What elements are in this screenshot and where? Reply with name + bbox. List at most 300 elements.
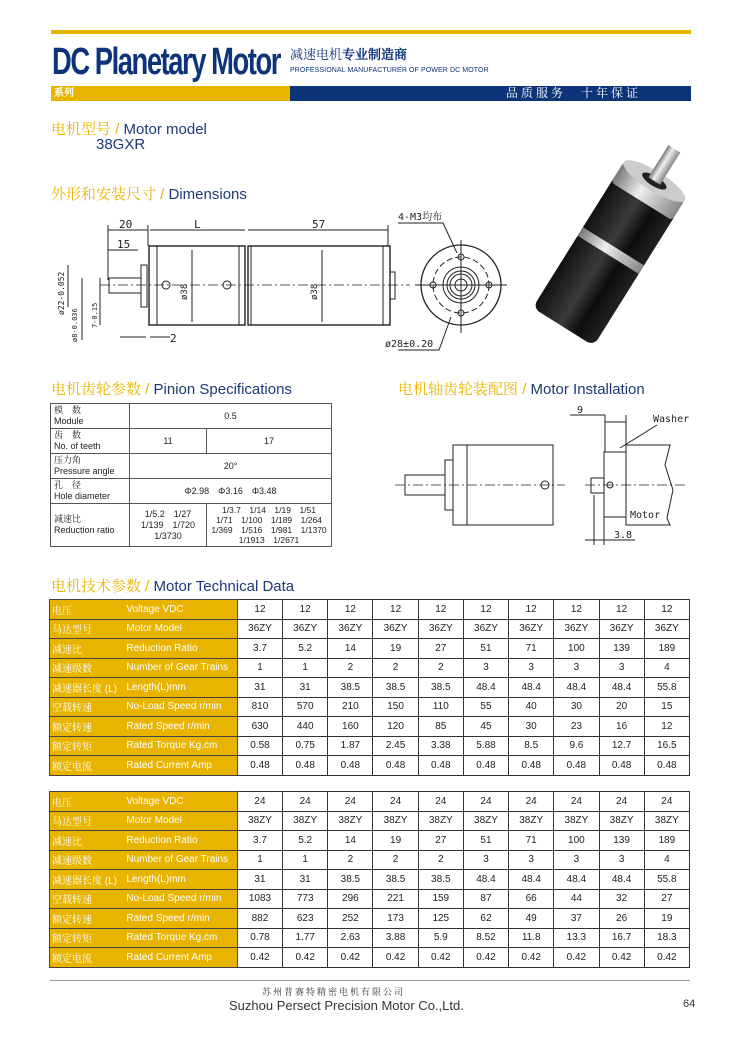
table-cell: 38ZY xyxy=(644,811,689,831)
table-cell: 38ZY xyxy=(599,811,644,831)
pinion-value: Φ2.98 Φ3.16 Φ3.48 xyxy=(130,479,332,504)
param-label-en: Length(L)mm xyxy=(126,870,237,890)
table-cell: 38ZY xyxy=(283,811,328,831)
table-row xyxy=(50,850,690,870)
dim-2: 2 xyxy=(170,332,177,345)
dimension-drawing-front xyxy=(385,205,510,355)
table-cell: 66 xyxy=(509,889,554,909)
table-cell: 3 xyxy=(554,658,599,678)
dim-20: 20 xyxy=(119,218,133,231)
table-cell: 221 xyxy=(373,889,418,909)
table-cell: 51 xyxy=(463,639,508,659)
table-cell: 48.4 xyxy=(509,678,554,698)
footer-rule xyxy=(50,980,690,981)
table-cell: 48.4 xyxy=(554,870,599,890)
table-cell: 12 xyxy=(644,717,689,737)
table-cell: 0.48 xyxy=(237,756,282,776)
table-cell: 0.42 xyxy=(599,948,644,968)
table-cell: 36ZY xyxy=(599,619,644,639)
table-cell: 16.5 xyxy=(644,736,689,756)
param-label-cn: 减速级数 xyxy=(50,850,127,870)
label-cn: 孔 径 xyxy=(54,480,82,490)
table-cell: 2.45 xyxy=(373,736,418,756)
table-cell: 24 xyxy=(237,792,282,812)
table-cell: 5.2 xyxy=(283,831,328,851)
table-cell: 2 xyxy=(328,658,373,678)
param-label-en: Length(L)mm xyxy=(126,678,237,698)
table-cell: 51 xyxy=(463,831,508,851)
table-cell: 32 xyxy=(599,889,644,909)
table-cell: 38.5 xyxy=(418,870,463,890)
table-cell: 1.77 xyxy=(283,928,328,948)
table-cell: 26 xyxy=(599,909,644,929)
washer-label: Washer xyxy=(653,414,690,425)
table-cell: 0.78 xyxy=(237,928,282,948)
table-row xyxy=(50,909,690,929)
table-cell: 3.38 xyxy=(418,736,463,756)
param-label-cn: 减速器长度 (L) xyxy=(50,678,127,698)
table-cell: 48.4 xyxy=(599,678,644,698)
table-cell: 36ZY xyxy=(237,619,282,639)
table-cell: 0.42 xyxy=(554,948,599,968)
param-label-en: Motor Model xyxy=(126,811,237,831)
param-label-cn: 减速比 xyxy=(50,831,127,851)
table-cell: 150 xyxy=(373,697,418,717)
table-cell: 24 xyxy=(283,792,328,812)
slogan: 品质服务 十年保证 xyxy=(290,86,691,101)
table-cell: 0.42 xyxy=(418,948,463,968)
table-cell: 48.4 xyxy=(599,870,644,890)
table-cell: 882 xyxy=(237,909,282,929)
table-row xyxy=(50,948,690,968)
table-cell: 0.42 xyxy=(373,948,418,968)
param-label-en: Motor Model xyxy=(126,619,237,639)
technical-table-24v xyxy=(49,791,690,968)
pinion-value: 0.5 xyxy=(130,404,332,429)
table-cell: 3 xyxy=(554,850,599,870)
shaft-outline xyxy=(109,278,141,293)
series-bar xyxy=(51,86,691,101)
pinion-label xyxy=(51,504,130,547)
param-label-en: No-Load Speed r/min xyxy=(126,889,237,909)
table-cell: 1.87 xyxy=(328,736,373,756)
table-cell: 38ZY xyxy=(418,811,463,831)
param-label-en: Reduction Ratio xyxy=(126,639,237,659)
table-cell: 252 xyxy=(328,909,373,929)
param-label-cn: 额定电流 xyxy=(50,756,127,776)
installation-heading-cn: 电机轴齿轮装配图 / xyxy=(398,381,531,398)
pinion-heading-cn: 电机齿轮参数 / xyxy=(51,381,154,398)
table-row xyxy=(50,639,690,659)
dimensions-heading-cn: 外形和安装尺寸 / xyxy=(51,186,169,203)
param-label-cn: 电压 xyxy=(50,600,127,620)
table-cell: 36ZY xyxy=(644,619,689,639)
table-cell: 71 xyxy=(509,831,554,851)
table-cell: 440 xyxy=(283,717,328,737)
pinion-value: 20° xyxy=(130,454,332,479)
table-cell: 48.4 xyxy=(509,870,554,890)
param-label-cn: 减速级数 xyxy=(50,658,127,678)
table-cell: 38ZY xyxy=(554,811,599,831)
dimension-drawing-side xyxy=(40,210,420,360)
table-cell: 12 xyxy=(283,600,328,620)
table-cell: 55.8 xyxy=(644,870,689,890)
table-cell: 773 xyxy=(283,889,328,909)
table-cell: 27 xyxy=(644,889,689,909)
table-cell: 14 xyxy=(328,831,373,851)
installation-drawing xyxy=(395,400,695,550)
table-cell: 189 xyxy=(644,831,689,851)
table-cell: 0.42 xyxy=(237,948,282,968)
table-cell: 36ZY xyxy=(418,619,463,639)
label-en: No. of teeth xyxy=(54,441,101,451)
table-cell: 1 xyxy=(283,658,328,678)
table-cell: 36ZY xyxy=(463,619,508,639)
param-label-cn: 空载转速 xyxy=(50,697,127,717)
table-cell: 38ZY xyxy=(463,811,508,831)
tagline-cn-bold: 专业制造商 xyxy=(342,47,408,62)
dim-flat-7: 7-0.15 xyxy=(91,302,99,328)
table-cell: 2 xyxy=(418,850,463,870)
table-cell: 24 xyxy=(599,792,644,812)
table-cell: 19 xyxy=(644,909,689,929)
table-cell: 570 xyxy=(283,697,328,717)
table-cell: 55 xyxy=(463,697,508,717)
table-cell: 3 xyxy=(509,658,554,678)
param-label-en: No-Load Speed r/min xyxy=(126,697,237,717)
table-row xyxy=(50,928,690,948)
table-cell: 189 xyxy=(644,639,689,659)
table-cell: 36ZY xyxy=(554,619,599,639)
table-cell: 36ZY xyxy=(283,619,328,639)
table-cell: 210 xyxy=(328,697,373,717)
table-cell: 125 xyxy=(418,909,463,929)
table-cell: 0.42 xyxy=(463,948,508,968)
table-cell: 38.5 xyxy=(328,678,373,698)
table-cell: 8.5 xyxy=(509,736,554,756)
label-en: Reduction ratio xyxy=(54,525,115,535)
table-row xyxy=(51,429,332,454)
pinion-value: 11 xyxy=(130,429,207,454)
table-cell: 24 xyxy=(373,792,418,812)
motor-model-heading-cn: 电机型号 / xyxy=(51,121,124,138)
table-row xyxy=(51,454,332,479)
table-cell: 30 xyxy=(554,697,599,717)
table-cell: 13.3 xyxy=(554,928,599,948)
label-en: Pressure angle xyxy=(54,466,115,476)
table-cell: 38ZY xyxy=(237,811,282,831)
table-cell: 3 xyxy=(509,850,554,870)
header-top-rule xyxy=(51,30,691,34)
pinion-label xyxy=(51,454,130,479)
table-cell: 24 xyxy=(463,792,508,812)
table-cell: 0.58 xyxy=(237,736,282,756)
table-cell: 24 xyxy=(554,792,599,812)
label-en: Hole diameter xyxy=(54,491,111,501)
table-cell: 31 xyxy=(283,678,328,698)
tagline-cn-light: 减速电机 xyxy=(290,47,343,62)
dim-57: 57 xyxy=(312,218,326,231)
table-cell: 12 xyxy=(418,600,463,620)
table-cell: 12 xyxy=(509,600,554,620)
table-cell: 38ZY xyxy=(373,811,418,831)
table-cell: 24 xyxy=(328,792,373,812)
table-cell: 2 xyxy=(418,658,463,678)
table-row xyxy=(51,479,332,504)
table-cell: 5.2 xyxy=(283,639,328,659)
table-cell: 0.48 xyxy=(599,756,644,776)
table-cell: 48.4 xyxy=(463,870,508,890)
table-row xyxy=(50,600,690,620)
table-cell: 14 xyxy=(328,639,373,659)
param-label-cn: 额定转速 xyxy=(50,717,127,737)
table-cell: 100 xyxy=(554,831,599,851)
table-cell: 48.4 xyxy=(554,678,599,698)
brand-tagline-en: PROFESSIONAL MANUFACTURER OF POWER DC MOTOR xyxy=(290,67,489,74)
label-en: Module xyxy=(54,416,84,426)
param-label-en: Rated Torque Kg.cm xyxy=(126,928,237,948)
param-label-en: Voltage VDC xyxy=(126,792,237,812)
table-cell: 160 xyxy=(328,717,373,737)
table-cell: 1 xyxy=(237,850,282,870)
table-cell: 38.5 xyxy=(418,678,463,698)
table-cell: 36ZY xyxy=(328,619,373,639)
pinion-value: 17 xyxy=(207,429,332,454)
table-cell: 3 xyxy=(599,850,644,870)
table-cell: 44 xyxy=(554,889,599,909)
param-label-cn: 额定转矩 xyxy=(50,928,127,948)
table-cell: 55.8 xyxy=(644,678,689,698)
table-cell: 48.4 xyxy=(463,678,508,698)
table-cell: 0.42 xyxy=(644,948,689,968)
table-cell: 71 xyxy=(509,639,554,659)
table-cell: 810 xyxy=(237,697,282,717)
table-cell: 38ZY xyxy=(328,811,373,831)
table-cell: 1 xyxy=(283,850,328,870)
table-cell: 18.3 xyxy=(644,928,689,948)
table-cell: 0.48 xyxy=(328,756,373,776)
table-cell: 5.88 xyxy=(463,736,508,756)
table-cell: 3.7 xyxy=(237,831,282,851)
boss-outline xyxy=(141,265,147,307)
table-row xyxy=(50,889,690,909)
param-label-en: Rated Current Amp xyxy=(126,948,237,968)
param-label-cn: 额定转速 xyxy=(50,909,127,929)
table-cell: 31 xyxy=(283,870,328,890)
table-row xyxy=(50,619,690,639)
dim-3-8: 3.8 xyxy=(614,530,633,541)
table-row xyxy=(51,504,332,547)
table-cell: 12 xyxy=(463,600,508,620)
table-cell: 62 xyxy=(463,909,508,929)
table-cell: 0.48 xyxy=(373,756,418,776)
dim-l: L xyxy=(194,218,201,231)
table-cell: 8.52 xyxy=(463,928,508,948)
table-row xyxy=(50,736,690,756)
table-row xyxy=(50,697,690,717)
label-cn: 模 数 xyxy=(54,405,82,415)
dimensions-heading-en: Dimensions xyxy=(168,186,247,203)
table-cell: 38ZY xyxy=(509,811,554,831)
dim-15: 15 xyxy=(117,238,131,251)
table-cell: 38.5 xyxy=(373,870,418,890)
dim-pcd: ø28±0.20 xyxy=(385,339,434,350)
table-cell: 173 xyxy=(373,909,418,929)
label-cn: 减速比 xyxy=(54,514,82,524)
table-cell: 0.48 xyxy=(283,756,328,776)
param-label-cn: 额定电流 xyxy=(50,948,127,968)
param-label-en: Rated Current Amp xyxy=(126,756,237,776)
table-cell: 630 xyxy=(237,717,282,737)
footer-company-en: Suzhou Persect Precision Motor Co.,Ltd. xyxy=(229,998,464,1013)
technical-heading-en: Motor Technical Data xyxy=(153,578,295,595)
table-row xyxy=(50,756,690,776)
table-cell: 0.42 xyxy=(283,948,328,968)
table-row xyxy=(50,658,690,678)
param-label-cn: 电压 xyxy=(50,792,127,812)
table-cell: 31 xyxy=(237,870,282,890)
table-cell: 16.7 xyxy=(599,928,644,948)
table-cell: 0.42 xyxy=(328,948,373,968)
table-cell: 1 xyxy=(237,658,282,678)
table-cell: 24 xyxy=(418,792,463,812)
table-row xyxy=(50,831,690,851)
table-cell: 2 xyxy=(373,658,418,678)
table-cell: 85 xyxy=(418,717,463,737)
dim-holes: 4-M3均布 xyxy=(398,212,443,223)
table-cell: 139 xyxy=(599,639,644,659)
dim-dia-38-motor: ø38 xyxy=(310,283,320,300)
table-cell: 31 xyxy=(237,678,282,698)
table-cell: 623 xyxy=(283,909,328,929)
table-cell: 45 xyxy=(463,717,508,737)
param-label-en: Reduction Ratio xyxy=(126,831,237,851)
table-cell: 19 xyxy=(373,639,418,659)
pinion-value: 1/3.7 1/14 1/19 1/51 1/71 1/100 1/189 1/264 1/369 1/516 1/981 1/1370 1/1913 1/2671 xyxy=(207,504,332,547)
table-cell: 40 xyxy=(509,697,554,717)
motor-model-value: 38GXR xyxy=(96,136,146,153)
table-cell: 0.48 xyxy=(554,756,599,776)
table-cell: 3 xyxy=(599,658,644,678)
motor-label: Motor xyxy=(630,510,661,521)
table-row xyxy=(50,678,690,698)
pinion-heading xyxy=(51,378,292,399)
label-cn: 齿 数 xyxy=(54,430,82,440)
param-label-cn: 额定转矩 xyxy=(50,736,127,756)
brand-tagline-cn xyxy=(290,44,407,63)
installation-heading xyxy=(398,378,645,399)
technical-heading xyxy=(51,575,294,596)
series-label: 系列 xyxy=(51,86,290,101)
table-cell: 12 xyxy=(373,600,418,620)
table-cell: 12 xyxy=(644,600,689,620)
pinion-label xyxy=(51,429,130,454)
motor-model-heading-en: Motor model xyxy=(123,121,207,138)
table-cell: 19 xyxy=(373,831,418,851)
table-cell: 296 xyxy=(328,889,373,909)
table-cell: 0.42 xyxy=(509,948,554,968)
table-cell: 3.88 xyxy=(373,928,418,948)
param-label-cn: 马达型号 xyxy=(50,619,127,639)
param-label-cn: 空载转速 xyxy=(50,889,127,909)
table-cell: 15 xyxy=(644,697,689,717)
table-cell: 16 xyxy=(599,717,644,737)
table-cell: 1083 xyxy=(237,889,282,909)
technical-heading-cn: 电机技术参数 / xyxy=(51,578,154,595)
dim-dia-38-gearbox: ø38 xyxy=(180,283,190,300)
table-cell: 100 xyxy=(554,639,599,659)
table-cell: 87 xyxy=(463,889,508,909)
table-cell: 36ZY xyxy=(373,619,418,639)
table-cell: 159 xyxy=(418,889,463,909)
table-cell: 12 xyxy=(328,600,373,620)
table-row xyxy=(50,870,690,890)
table-cell: 3 xyxy=(463,850,508,870)
table-cell: 12 xyxy=(237,600,282,620)
param-label-en: Rated Speed r/min xyxy=(126,717,237,737)
table-cell: 3 xyxy=(463,658,508,678)
installation-heading-en: Motor Installation xyxy=(530,381,645,398)
brand-title: DC Planetary Motor xyxy=(52,41,280,83)
table-row xyxy=(50,792,690,812)
table-cell: 49 xyxy=(509,909,554,929)
table-row xyxy=(51,404,332,429)
param-label-en: Voltage VDC xyxy=(126,600,237,620)
table-cell: 24 xyxy=(509,792,554,812)
table-cell: 37 xyxy=(554,909,599,929)
table-cell: 38.5 xyxy=(373,678,418,698)
table-cell: 20 xyxy=(599,697,644,717)
footer-company-cn: 苏州普赛特精密电机有限公司 xyxy=(262,988,406,998)
param-label-en: Rated Torque Kg.cm xyxy=(126,736,237,756)
motor-product-photo xyxy=(520,140,700,355)
table-cell: 2 xyxy=(373,850,418,870)
pinion-table xyxy=(50,403,332,547)
pinion-label xyxy=(51,404,130,429)
table-cell: 4 xyxy=(644,850,689,870)
table-cell: 23 xyxy=(554,717,599,737)
pinion-label xyxy=(51,479,130,504)
table-cell: 11.8 xyxy=(509,928,554,948)
param-label-cn: 马达型号 xyxy=(50,811,127,831)
param-label-en: Rated Speed r/min xyxy=(126,909,237,929)
pinion-heading-en: Pinion Specifications xyxy=(153,381,292,398)
param-label-en: Number of Gear Trains xyxy=(126,850,237,870)
table-cell: 12 xyxy=(554,600,599,620)
label-cn: 压力角 xyxy=(54,455,82,465)
table-cell: 0.48 xyxy=(463,756,508,776)
technical-table-12v xyxy=(49,599,690,776)
table-cell: 12 xyxy=(599,600,644,620)
table-cell: 2.63 xyxy=(328,928,373,948)
dim-dia-8: ø8-0.036 xyxy=(71,308,79,342)
param-label-cn: 减速比 xyxy=(50,639,127,659)
param-label-cn: 减速器长度 (L) xyxy=(50,870,127,890)
table-cell: 12.7 xyxy=(599,736,644,756)
table-cell: 30 xyxy=(509,717,554,737)
table-cell: 9.6 xyxy=(554,736,599,756)
table-cell: 2 xyxy=(328,850,373,870)
dimensions-heading xyxy=(51,183,247,204)
dim-dia-22: ø22-0.052 xyxy=(57,271,66,315)
table-cell: 0.75 xyxy=(283,736,328,756)
table-cell: 139 xyxy=(599,831,644,851)
table-cell: 27 xyxy=(418,831,463,851)
pinion-gear xyxy=(591,478,604,493)
table-cell: 110 xyxy=(418,697,463,717)
table-cell: 0.48 xyxy=(644,756,689,776)
table-cell: 5.9 xyxy=(418,928,463,948)
